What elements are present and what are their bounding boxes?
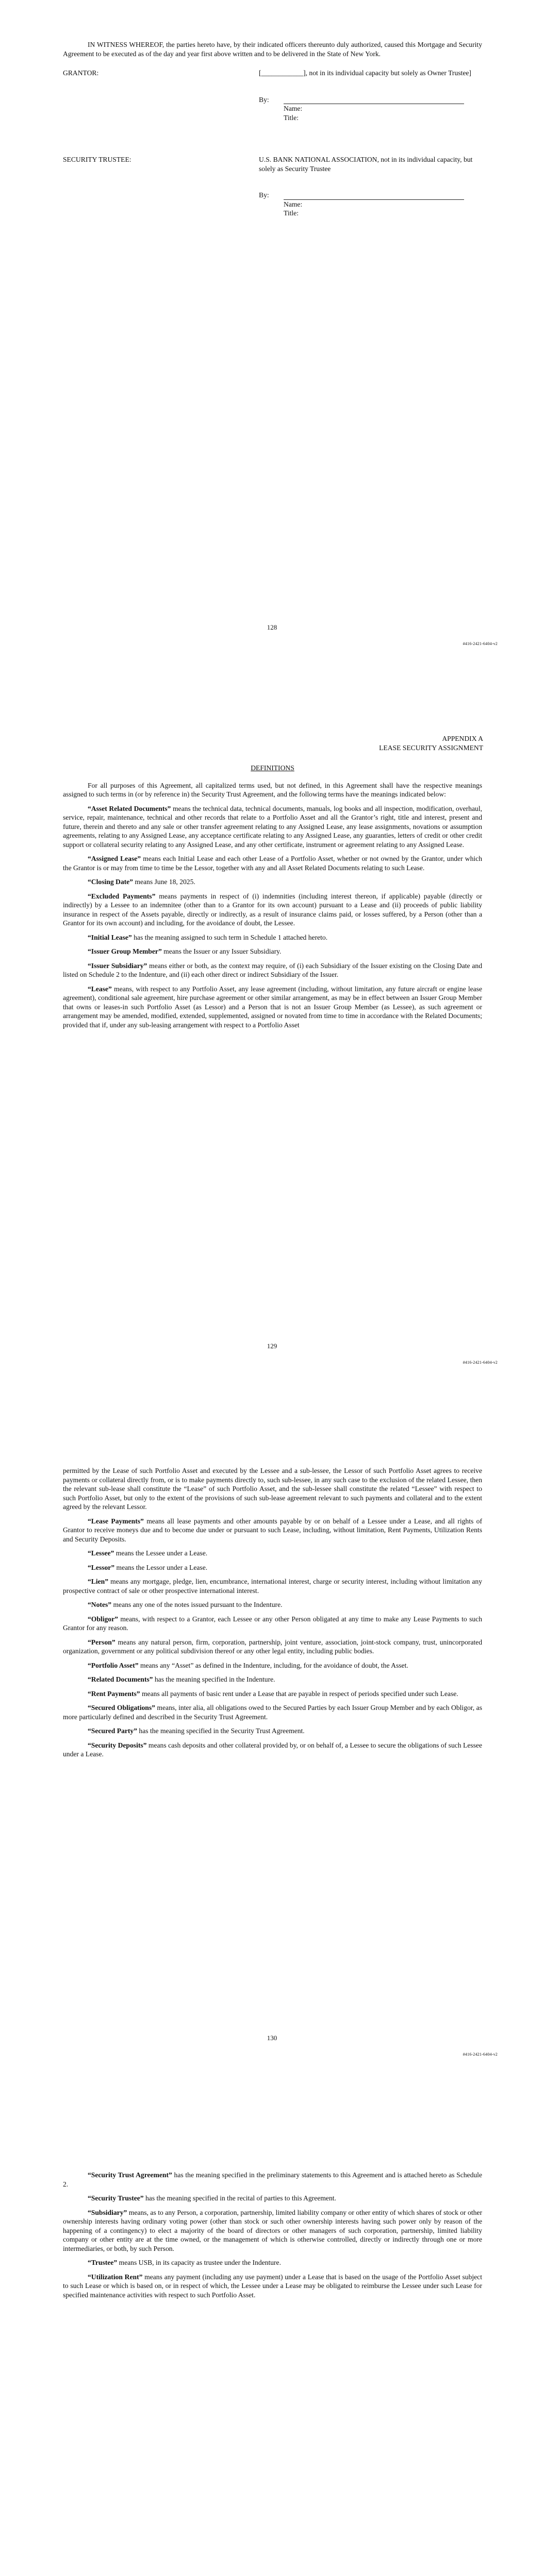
definitions-heading: DEFINITIONS — [251, 764, 294, 772]
definition — [63, 2194, 482, 2203]
definition — [63, 854, 482, 872]
definition-term: “Excluded Payments” — [88, 892, 156, 900]
definition — [63, 892, 482, 928]
definition-text: means, as to any Person, a corporation, partnership, limited liability company or other entity of which shares of stock or other ownership interests having ordinary voting power (other than stock or such other ownership interests having such power only by reason of the happening of a contingency) to elect a majority of the board of directors or other managers of such corporation, partnership, limited liability company or other entity are at the time owned, or the management of which is otherwise controlled, directly or indirectly through one or more intermediaries, or both, by such Person. — [63, 2208, 482, 2252]
definition-term: “Secured Obligations” — [88, 1704, 155, 1711]
grantor-label: GRANTOR: — [63, 69, 99, 77]
trustee-by-label: By: — [259, 191, 269, 199]
grantor-signature-line — [259, 95, 482, 105]
trustee-label: SECURITY TRUSTEE: — [63, 156, 131, 163]
definition-text: means any “Asset” as defined in the Indenture, including, for the avoidance of doubt, the Asset. — [138, 1661, 408, 1669]
definition-text: means any payment (including any use payment) under a Lease that is based on the usage of the Portfolio Asset subject to such Lease or which is based on, or in respect of which, the Lessee under a Lease may be obligated to reimburse the Lessee under such Lease for specified maintenance activities with respect to such Portfolio Asset. — [63, 2273, 482, 2299]
definition-term: “Secured Party” — [88, 1727, 138, 1735]
grantor-signature-field — [284, 95, 464, 104]
definitions-page-130 — [63, 1466, 482, 1764]
trustee-title-label: Title: — [284, 209, 299, 217]
document-id: #416-2421-6404-v2 — [463, 2052, 498, 2057]
definition — [63, 1517, 482, 1544]
definition — [63, 1741, 482, 1759]
definition-text: means any one of the notes issued pursuant to the Indenture. — [111, 1601, 283, 1608]
definition-term: “Person” — [88, 1638, 116, 1646]
lease-definition-continuation: permitted by the Lease of such Portfolio Asset and executed by the Lessee and a sub-lessee, the Lessor of such Portfolio Asset agrees to receive payments or collateral directly from, or is to make payments directly to, such sub-lessee, in any such case to the exclusion of the related Lessee, then the relevant sub-lease shall constitute the “Lease” of such Portfolio Asset, and the sub-lessee shall constitute the related “Lessee” with respect to such Portfolio Asset, but only to the extent of the provisions of such sub-lease agreement relevant to such payments and collateral and to the extent agreed by the relevant Lessor. — [63, 1467, 482, 1511]
grantor-title-label: Title: — [284, 113, 299, 122]
definition-text: means each Initial Lease and each other Lease of a Portfolio Asset, whether or not owned by the Grantor, under which the Grantor is or may from time to time be the Lessor, together with any and all Asset Related Documents relating to such Lease. — [63, 855, 482, 872]
definition-text: means, with respect to a Grantor, each Lessee or any other Person obligated at any time to make any Lease Payments to such Grantor for any reason. — [63, 1615, 482, 1632]
witness-paragraph: IN WITNESS WHEREOF, the parties hereto have, by their indicated officers thereunto duly authorized, caused this Mortgage and Security Agreement to be executed as of the day and year first above written and to be delivered in the State of New York. — [63, 41, 482, 58]
definition — [63, 1549, 482, 1558]
definition — [63, 1615, 482, 1633]
definition-text: means any natural person, firm, corporation, partnership, joint venture, association, joint-stock company, trust, unincorporated organization, government or any political subdivision thereof or any other legal entity, including public bodies. — [63, 1638, 482, 1655]
definition-term: “Security Trust Agreement” — [88, 2171, 172, 2179]
definitions-intro: For all purposes of this Agreement, all capitalized terms used, but not defined, in this Agreement shall have the respective meanings assigned to such terms in (or by reference in) the Security Trust Agreement, and the following terms have the meanings indicated below: — [63, 781, 482, 798]
definition-text: means the Lessor under a Lease. — [114, 1563, 208, 1571]
definition — [63, 933, 482, 942]
definition — [63, 1638, 482, 1656]
definition-term: “Asset Related Documents” — [88, 804, 171, 812]
definition-term: “Lessor” — [88, 1563, 115, 1571]
definition — [63, 2258, 482, 2267]
definition-text: has the meaning specified in the Indenture. — [153, 1675, 275, 1683]
trustee-value: U.S. BANK NATIONAL ASSOCIATION, not in its individual capacity, but solely as Security Trustee — [259, 156, 473, 173]
appendix-title: LEASE SECURITY ASSIGNMENT — [379, 743, 483, 752]
definition — [63, 1600, 482, 1609]
definition-term: “Trustee” — [88, 2259, 118, 2266]
appendix-label: APPENDIX A — [442, 735, 483, 742]
definition-term: “Closing Date” — [88, 878, 133, 886]
definition-text: has the meaning assigned to such term in Schedule 1 attached hereto. — [131, 933, 328, 941]
definition-text: means USB, in its capacity as trustee under the Indenture. — [117, 2259, 281, 2266]
document-id: #416-2421-6404-v2 — [463, 1360, 498, 1365]
definition-text: has the meaning specified in the recital of parties to this Agreement. — [143, 2194, 336, 2202]
definition-term: “Obligor” — [88, 1615, 118, 1623]
definition — [63, 1563, 482, 1572]
definition — [63, 1726, 482, 1736]
grantor-name-label: Name: — [284, 105, 303, 112]
definition-text: means cash deposits and other collateral provided by, or on behalf of, a Lessee to secure the obligations of such Lessee under a Lease. — [63, 1741, 483, 1758]
definition-term: “Rent Payments” — [88, 1689, 140, 1698]
trustee-signature-line — [259, 191, 482, 200]
page-number: 128 — [267, 623, 277, 631]
page-131 — [0, 2110, 544, 2576]
signature-block — [63, 40, 482, 218]
definition-term: “Assigned Lease” — [88, 855, 141, 862]
definition-text: has the meaning specified in the Security Trust Agreement. — [137, 1727, 305, 1735]
page-129 — [0, 703, 544, 1406]
definitions-page-129 — [63, 734, 482, 1035]
definition-text: means the technical data, technical documents, manuals, log books and all inspection, modification, overhaul, service, repair, maintenance, technical and other records that relate to a Portfolio Asset and all the Grantor’s right, title and interest, present and future, therein and thereto and any sale or other transfer agreement relating to any Assigned Lease, any lease assignments, novations or assumption agreements, relating to any Assigned Lease, any acceptance certificate relating to any Assigned Lease, any guaranties, letters of credit or other credit support or collateral security relating to any Assigned Lease, and any other certificate, instrument or agreement relating to any Assigned Lease. — [63, 804, 482, 849]
definition-text: has the meaning specified in the preliminary statements to this Agreement and is attached hereto as Schedule 2. — [63, 2171, 482, 2188]
definition-text: means June 18, 2025. — [133, 878, 195, 886]
definition-text: means all lease payments and other amounts payable by or on behalf of a Lessee under a Lease, and all rights of Grantor to receive moneys due and to become due under or pursuant to such Lease, including, without limitation, Rent Payments, Utilization Rents and Security Deposits. — [63, 1517, 482, 1543]
definition — [63, 2273, 482, 2300]
definition — [63, 804, 482, 850]
definition-text: means, inter alia, all obligations owed to the Secured Parties by each Issuer Group Member and by each Obligor, as more particularly defined and described in the Security Trust Agreement. — [63, 1704, 483, 1721]
grantor-by-label: By: — [259, 95, 269, 104]
definition — [63, 2171, 482, 2189]
definition-term: “Lien” — [88, 1578, 109, 1585]
definition-text: means, with respect to any Portfolio Asset, any lease agreement (including, without limitation, any future aircraft or engine lease agreement), conditional sale agreement, hire purchase agreement or other similar arrangement, as may be in effect between an Issuer Group Member that owns or leases-in such Portfolio Asset (as Lessor) and a Person that is not an Issuer Group Member (as Lessee), as such agreement or arrangement may be amended, modified, extended, supplemented, assigned or novated from time to time in accordance with the Related Documents; provided that if, under any sub-leasing arrangement with respect to a Portfolio Asset — [63, 985, 482, 1029]
definition-text: means any mortgage, pledge, lien, encumbrance, international interest, charge or security interest, including without limitation any prospective contract of sale or other prospective international interest. — [63, 1578, 482, 1595]
definition-term: “Issuer Group Member” — [88, 947, 162, 955]
definition — [63, 877, 482, 887]
definition-text: means all payments of basic rent under a Lease that are payable in respect of periods specified under such Lease. — [140, 1689, 458, 1698]
definition — [63, 1689, 482, 1699]
definition — [63, 1703, 482, 1721]
definition-text: means the Lessee under a Lease. — [114, 1549, 208, 1557]
page-number: 129 — [267, 1342, 277, 1350]
definition — [63, 985, 482, 1030]
page-130 — [0, 1406, 544, 2110]
definition — [63, 1675, 482, 1684]
definition-text: means the Issuer or any Issuer Subsidiary. — [161, 947, 282, 955]
definition-term: “Lease” — [88, 985, 112, 993]
trustee-row — [63, 155, 482, 173]
definition-term: “Utilization Rent” — [88, 2273, 143, 2281]
grantor-value: [____________], not in its individual capacity but solely as Owner Trustee] — [259, 69, 471, 77]
definition — [63, 1577, 482, 1595]
page-128 — [0, 0, 544, 703]
page-number: 130 — [267, 2034, 277, 2042]
definition-term: “Subsidiary” — [88, 2208, 127, 2216]
definitions-page-131 — [63, 2171, 482, 2304]
document-id: #416-2421-6404-v2 — [463, 641, 498, 646]
trustee-name-label: Name: — [284, 200, 303, 208]
definition — [63, 947, 482, 956]
definition-term: “Lease Payments” — [88, 1517, 144, 1525]
definition-term: “Related Documents” — [88, 1675, 153, 1683]
definition — [63, 2208, 482, 2253]
definition-term: “Lessee” — [88, 1549, 114, 1557]
definition-term: “Notes” — [88, 1601, 112, 1608]
definition-term: “Initial Lease” — [88, 933, 132, 941]
definition-term: “Portfolio Asset” — [88, 1661, 139, 1669]
definition — [63, 1661, 482, 1670]
definition-text: means either or both, as the context may require, of (i) each Subsidiary of the Issuer existing on the Closing Date and listed on Schedule 2 to the Indenture, and (ii) each other direct or indirect Subsidiary of the Issuer. — [63, 961, 482, 978]
definition-text: means payments in respect of (i) indemnities (including interest thereon, if applicable) payable (directly or indirectly) by a Lessee to an indemnitee (other than to a Grantor for its own account) pursuant to a Lease and (ii) proceeds of public liability insurance in respect of the Assets payable, directly or indirectly, as a result of insurance claims paid, or losses suffered, by a Person (other than a Grantor for its own account) and including, for the avoidance of doubt, the Lessee. — [63, 892, 482, 927]
grantor-row — [63, 69, 482, 78]
trustee-signature-field — [284, 191, 464, 200]
definition-term: “Issuer Subsidiary” — [88, 961, 147, 970]
definition-term: “Security Trustee” — [88, 2194, 144, 2202]
definition-term: “Security Deposits” — [88, 1741, 147, 1749]
definition — [63, 961, 482, 979]
